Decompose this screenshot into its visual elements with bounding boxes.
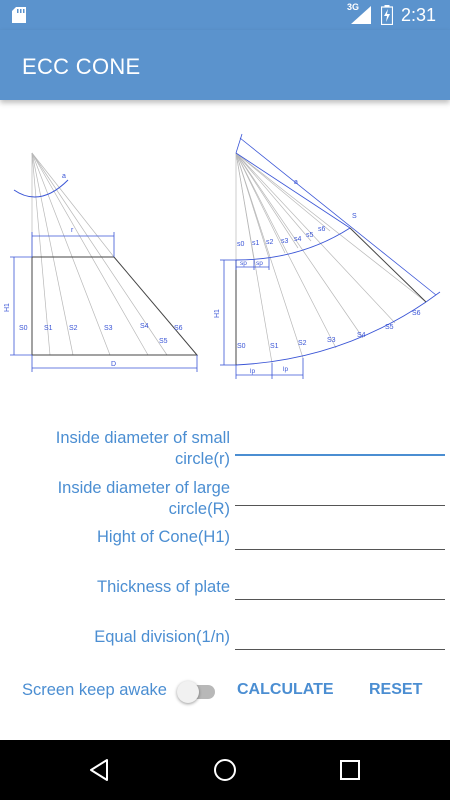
- thickness-label: Thickness of plate: [97, 578, 230, 596]
- thickness-input[interactable]: [235, 570, 445, 600]
- seg-label-s4: S4: [140, 323, 149, 330]
- flat-seg-s6: S6: [412, 310, 421, 317]
- flat-seg-s5: S5: [385, 324, 394, 331]
- small-circle-input[interactable]: [235, 426, 445, 456]
- large-circle-label-line2: circle(R): [168, 500, 230, 518]
- cone-development-diagram: [0, 120, 450, 390]
- d-label: D: [111, 361, 117, 368]
- switch-thumb: [177, 681, 199, 703]
- small-seg-s4: s4: [294, 236, 302, 243]
- sp-label-2: sp: [256, 260, 263, 267]
- seg-label-s6: S6: [174, 325, 183, 332]
- sd-card-icon: [12, 7, 26, 23]
- sp-label-1: sp: [240, 260, 247, 267]
- small-circle-label: [56, 428, 230, 470]
- battery-charging-icon: [381, 5, 393, 25]
- flat-seg-s0: S0: [237, 343, 246, 350]
- a-label: a: [294, 179, 298, 186]
- division-input[interactable]: [235, 620, 445, 650]
- angle-label: a: [62, 173, 66, 180]
- lp-label-1: lp: [250, 368, 256, 375]
- flat-seg-s4: S4: [357, 332, 366, 339]
- large-circle-label-line1: Inside diameter of large: [57, 479, 230, 497]
- navigation-bar: [0, 740, 450, 800]
- flat-seg-s1: S1: [270, 343, 279, 350]
- recents-icon[interactable]: [339, 758, 361, 782]
- flat-pattern-view: [214, 134, 440, 379]
- flat-seg-s2: S2: [298, 340, 307, 347]
- lp-label-2: lp: [283, 366, 289, 373]
- controls-row: [0, 676, 450, 706]
- small-seg-s0: s0: [237, 241, 245, 248]
- cone-side-view: [4, 153, 197, 372]
- clock: 2:31: [400, 4, 436, 25]
- large-circle-label: [58, 478, 230, 520]
- app-bar: [0, 30, 450, 100]
- large-circle-input[interactable]: [235, 476, 445, 506]
- division-label: Equal division(1/n): [94, 628, 230, 646]
- height-input[interactable]: [235, 520, 445, 550]
- h1-label: H1: [4, 303, 11, 312]
- status-bar: [0, 0, 450, 30]
- app-title: ECC CONE: [22, 54, 141, 79]
- s-label: S: [352, 213, 357, 220]
- network-type: 3G: [346, 2, 359, 12]
- seg-label-s5: S5: [159, 338, 168, 345]
- signal-icon: [346, 2, 373, 25]
- flat-seg-s3: S3: [327, 337, 336, 344]
- keep-awake-switch[interactable]: [177, 680, 217, 702]
- home-icon[interactable]: [213, 758, 237, 782]
- small-seg-s1: s1: [252, 240, 260, 247]
- small-circle-label-line1: Inside diameter of small: [55, 429, 230, 447]
- small-seg-s6: s6: [318, 226, 326, 233]
- seg-label-s1: S1: [44, 325, 53, 332]
- back-icon[interactable]: [88, 758, 110, 782]
- small-seg-s3: s3: [281, 238, 289, 245]
- small-seg-s5: s5: [306, 232, 314, 239]
- r-label: r: [71, 227, 74, 234]
- height-label: Hight of Cone(H1): [97, 528, 230, 546]
- seg-label-s2: S2: [69, 325, 78, 332]
- seg-label-s0: S0: [19, 325, 28, 332]
- reset-button[interactable]: RESET: [369, 681, 423, 698]
- seg-label-s3: S3: [104, 325, 113, 332]
- keep-awake-label: Screen keep awake: [22, 681, 167, 699]
- calculate-button[interactable]: CALCULATE: [237, 681, 334, 698]
- right-h1-label: H1: [214, 309, 221, 318]
- small-circle-label-line2: circle(r): [175, 450, 230, 468]
- small-seg-s2: s2: [266, 239, 274, 246]
